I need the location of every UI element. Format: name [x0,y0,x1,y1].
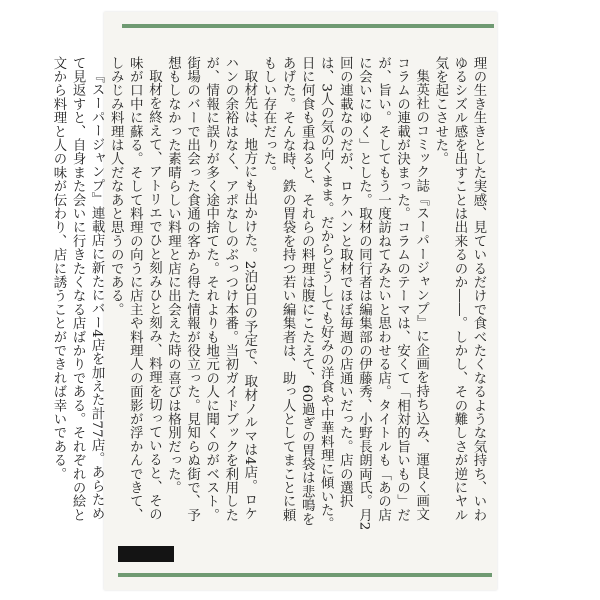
paragraph: 理の生き生きとした実感、見ているだけで食べたくなるような気持ち、いわゆるシズル感を出すことは出来るのか――。しかし、その難しさが逆にヤル気を起こさせた。 [432,56,486,522]
paragraph: 取材先は、地方にも出かけた。2泊3日の予定で、取材ノルマは4店。ロケハンの余裕はなく、アポなしのぶっつけ本番。当初ガイドブックを利用したが、情報に誤りが多く途中捨てた。それよりも地元の人に聞くのがベスト。街場のバーで出会った食通の客から得た情報が役立った。見知らぬ街で、予想もしなかった素晴らしい料理と店に出会えた時の喜びは格別だった。 [165,56,257,522]
body-text [50,56,488,534]
page-tab-marker [118,546,174,562]
paragraph: 集英社のコミック誌『スーパージャンプ』に企画を持ち込み、運良く画文コラムの連載が決まった。コラムのテーマは、安くて「相対的旨いもの」だが、旨い。そしてもう一度訪ねてみたいと思わせる店。タイトルも「あの店に会いにゆく」とした。取材の同行者は編集部の伊藤秀、小野長朗両氏。月2回の連載なのだが、ロケハンと取材でほぼ毎週の店通いだった。店の選択は、3人の気の向くまま。だからどうしても好みの洋食や中華料理に傾いた。日に何食も重ねると、それらの料理は腹にこたえて、60過ぎの胃袋は悲鳴をあげた。そんな時、鉄の胃袋を持つ若い編集者は、助っ人としてまことに頼もしい存在だった。 [260,56,429,531]
paragraph: 取材を終えて、アトリエでひと刻みひと刻み、料理を切っていると、その味が口中に蘇る。そして料理の向うに店主や料理人の面影が浮かんできて、しみじみ料理は人だなあと思うのである。 [108,56,162,522]
top-rule [122,24,494,28]
paragraph: 『スーパージャンプ』連載店に新たにバー4店を加えた計77店。あらためて見返すと、自身また会いに行きたくなる店ばかりである。それぞれの絵と文から料理と人の味が伝わり、店に誘うことができれば幸いである。 [50,56,105,522]
bottom-rule [118,573,492,577]
